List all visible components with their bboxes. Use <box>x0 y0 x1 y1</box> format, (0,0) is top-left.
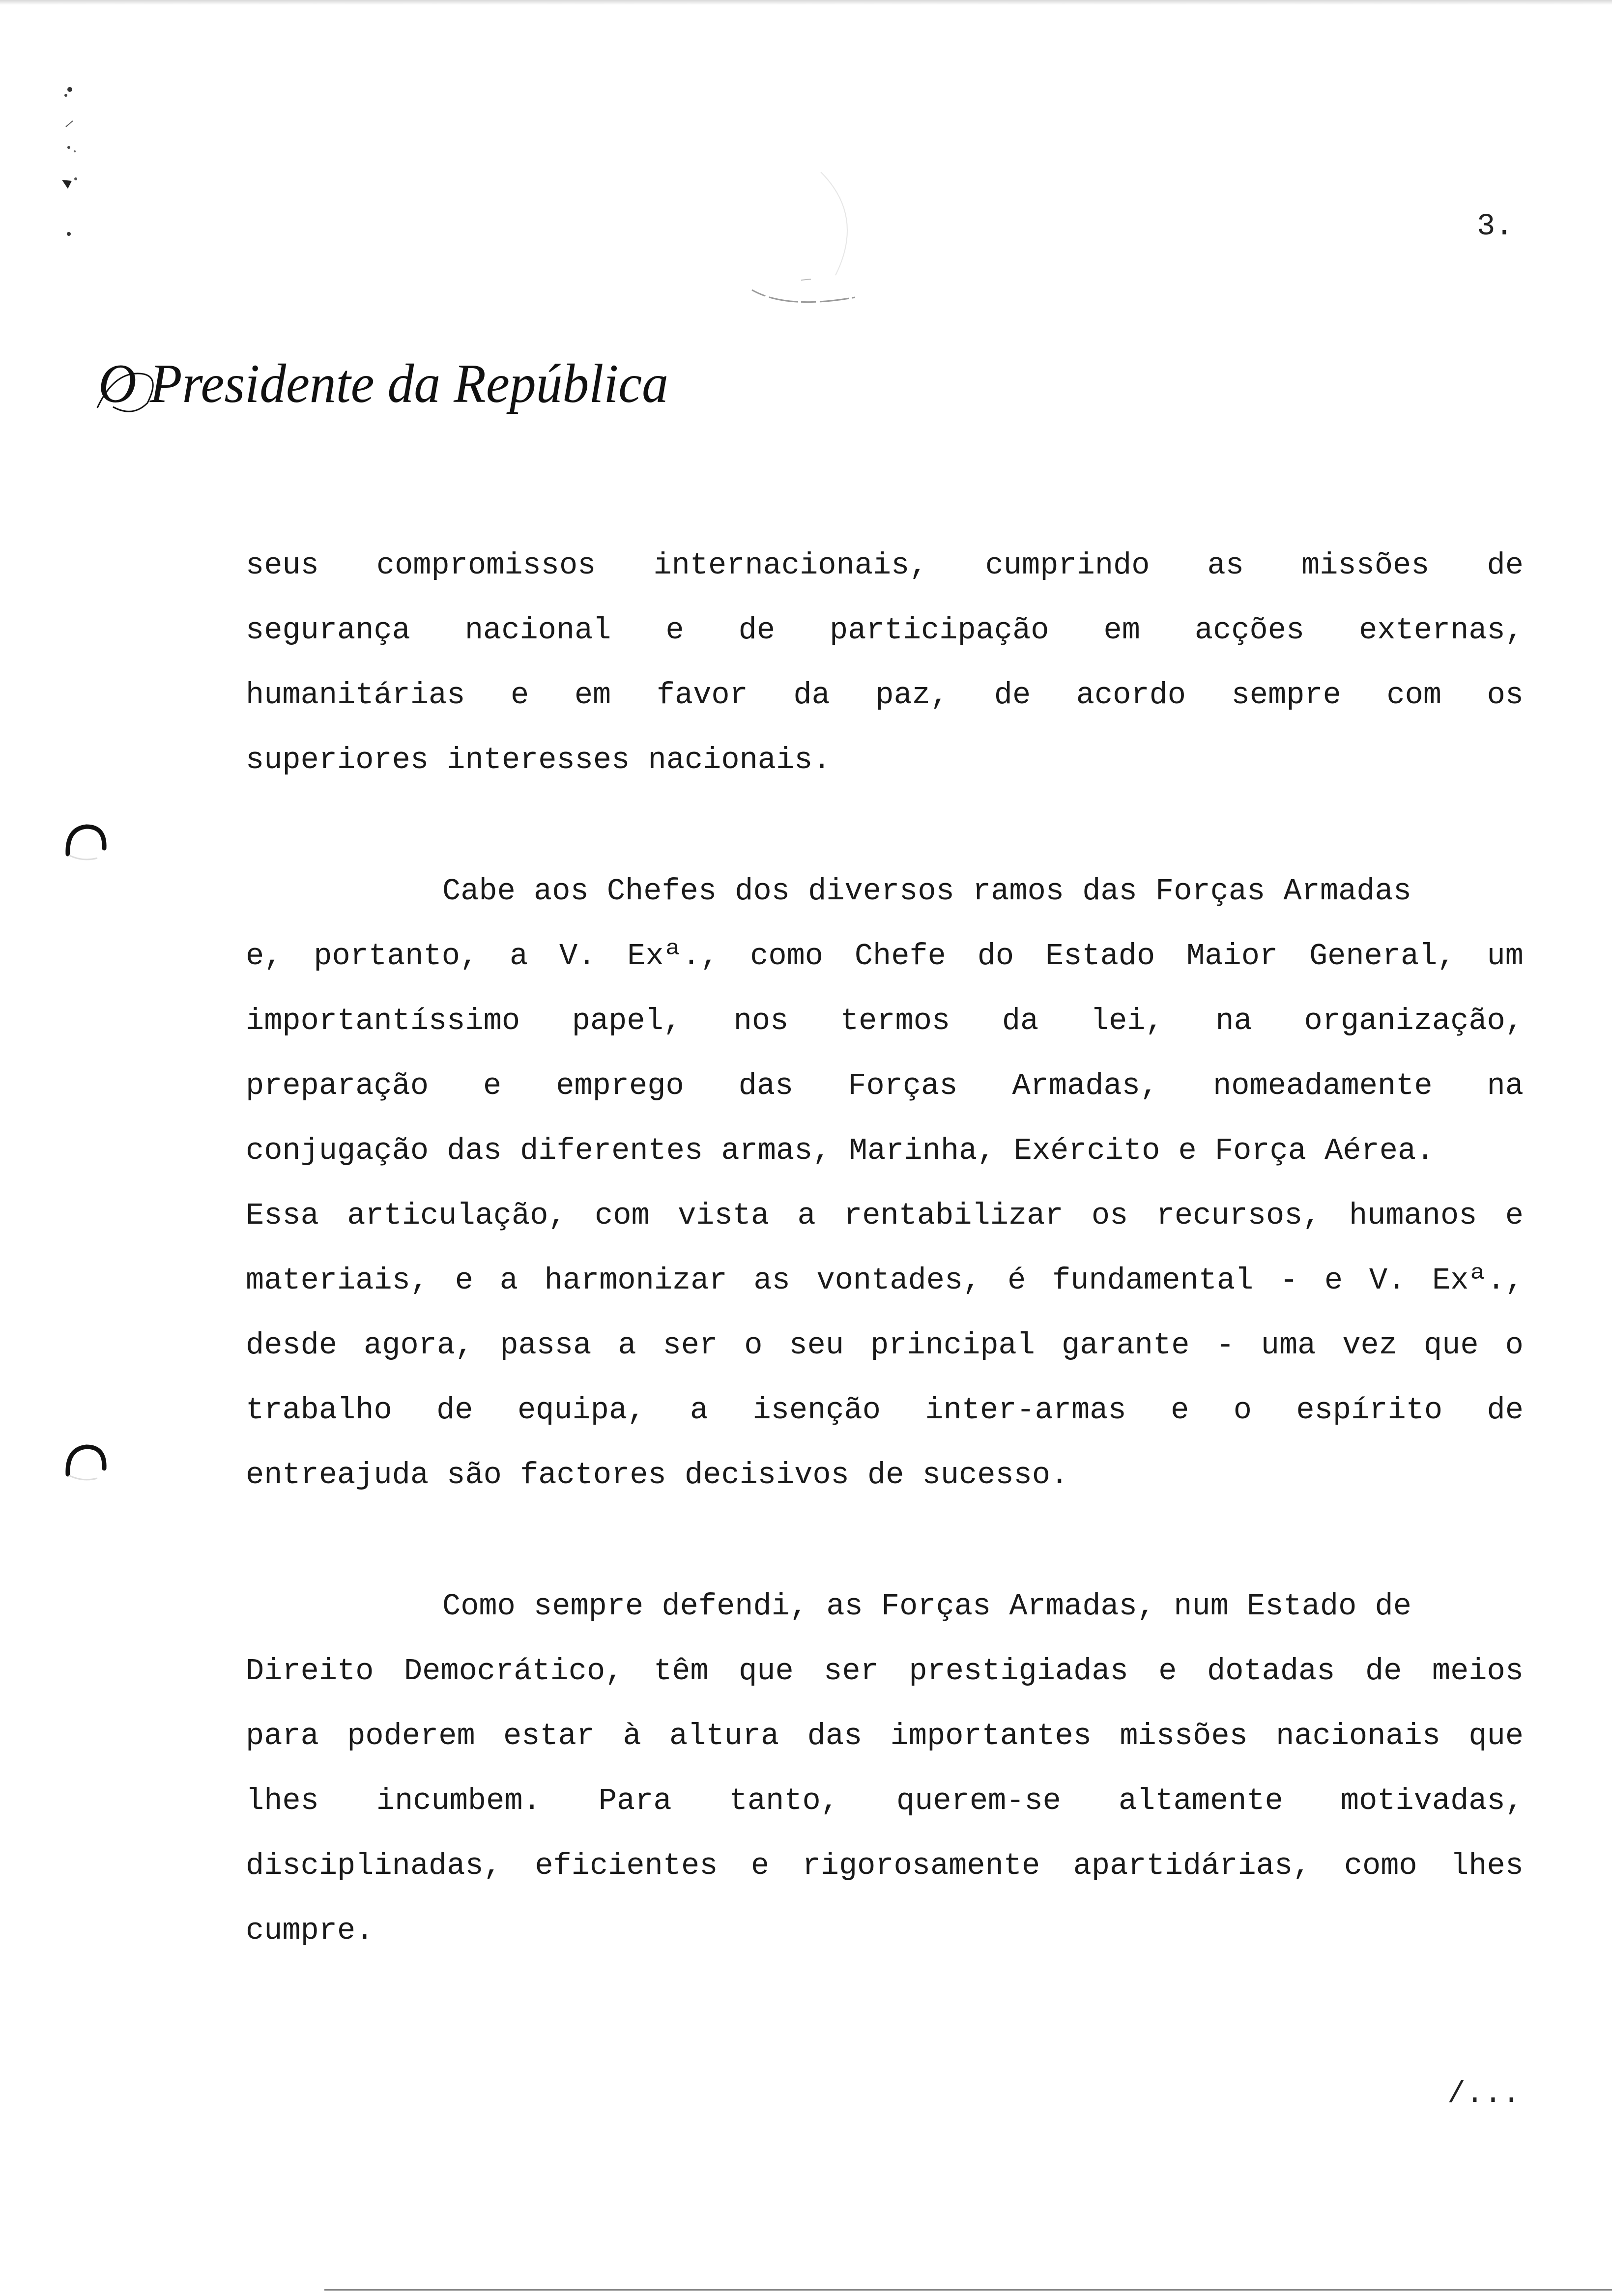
text-line <box>246 663 1524 728</box>
text-word: e <box>483 1068 502 1103</box>
text-line <box>246 728 1524 793</box>
text-word: da <box>793 678 830 713</box>
text-word: estar <box>503 1719 595 1753</box>
text-word: altamente <box>1118 1783 1283 1818</box>
text-word: conjugação das diferentes armas, Marinha, Exército e Força Aérea. <box>246 1133 1435 1168</box>
page-number: 3. <box>1477 209 1514 244</box>
text-word: emprego <box>556 1068 684 1103</box>
text-word: os <box>1487 678 1524 713</box>
text-word: poderem <box>347 1719 475 1753</box>
text-word: principal <box>870 1328 1035 1363</box>
text-line <box>246 989 1524 1054</box>
text-word: organização, <box>1304 1004 1524 1038</box>
paragraph <box>246 1574 1524 1963</box>
text-word: inter-armas <box>925 1393 1126 1428</box>
text-word: de <box>1487 548 1524 583</box>
text-word: das <box>738 1068 794 1103</box>
text-word: Democrático, <box>403 1654 624 1689</box>
text-word: de <box>1487 1393 1524 1428</box>
text-word: acções <box>1194 613 1305 648</box>
text-word: lhes <box>1450 1848 1524 1883</box>
text-line <box>246 598 1524 663</box>
text-word: apartidárias, <box>1073 1848 1311 1883</box>
text-word: uma <box>1261 1328 1316 1363</box>
text-word: preparação <box>246 1068 429 1103</box>
text-word: altura <box>669 1719 779 1753</box>
continuation-mark: /... <box>1447 2076 1521 2111</box>
scan-speckles <box>59 79 98 246</box>
text-line <box>246 1313 1524 1378</box>
text-word: meios <box>1432 1654 1524 1689</box>
text-line <box>246 1248 1524 1313</box>
text-word: incumbem. <box>376 1783 541 1818</box>
text-word: Armadas, <box>1012 1068 1159 1103</box>
letterhead <box>93 344 673 432</box>
text-word: de <box>738 613 776 648</box>
text-word: humanitárias <box>246 678 465 713</box>
text-line <box>246 859 1524 924</box>
text-word: vista <box>678 1198 770 1233</box>
text-word: nacional <box>464 613 611 648</box>
text-word: seu <box>789 1328 844 1363</box>
text-word: recursos, <box>1156 1198 1321 1233</box>
text-word: que <box>739 1654 794 1689</box>
text-word: e <box>511 678 529 713</box>
text-word: missões <box>1301 548 1430 583</box>
text-word: Forças <box>848 1068 958 1103</box>
text-word: e <box>1324 1263 1343 1298</box>
text-word: dotadas <box>1207 1654 1335 1689</box>
text-word: lhes <box>246 1783 319 1818</box>
text-line <box>246 1704 1524 1769</box>
text-word: internacionais, <box>653 548 928 583</box>
letter-body <box>246 533 1524 1963</box>
text-word: Maior <box>1186 939 1278 974</box>
text-word: das <box>807 1719 863 1753</box>
text-word: ser <box>662 1328 718 1363</box>
text-word: paz, <box>875 678 949 713</box>
text-line <box>246 1183 1524 1248</box>
text-word: seus <box>246 548 319 583</box>
scan-bottom-edge <box>324 2289 1612 2291</box>
text-word: e, <box>246 939 283 974</box>
text-word: termos <box>840 1004 950 1038</box>
text-word: nacionais <box>1276 1719 1440 1753</box>
text-word: as <box>753 1263 790 1298</box>
text-word: lei, <box>1090 1004 1164 1038</box>
text-word: rigorosamente <box>802 1848 1040 1883</box>
text-word: segurança <box>246 613 410 648</box>
text-word: General, <box>1309 939 1456 974</box>
text-word: Exª., <box>1432 1263 1524 1298</box>
text-word: e <box>1171 1393 1189 1428</box>
text-word: os <box>1091 1198 1128 1233</box>
text-word: nos <box>733 1004 789 1038</box>
text-word: com <box>595 1198 650 1233</box>
text-word: de <box>1365 1654 1402 1689</box>
text-word: da <box>1002 1004 1039 1038</box>
text-word: V. <box>1369 1263 1406 1298</box>
text-word: de <box>436 1393 473 1428</box>
text-word: importantíssimo <box>246 1004 520 1038</box>
text-word: humanos <box>1349 1198 1477 1233</box>
text-word: vontades, <box>816 1263 981 1298</box>
text-line <box>246 1054 1524 1119</box>
text-word: a <box>499 1263 518 1298</box>
text-line <box>246 1574 1524 1639</box>
text-word: garante <box>1061 1328 1190 1363</box>
text-word: espírito <box>1296 1393 1443 1428</box>
text-line <box>246 1769 1524 1834</box>
text-word: fundamental <box>1052 1263 1254 1298</box>
text-line <box>246 1898 1524 1963</box>
text-word: de <box>994 678 1031 713</box>
faint-stamp-mark <box>737 162 875 319</box>
text-word: o <box>1505 1328 1524 1363</box>
text-word: acordo <box>1076 678 1186 713</box>
text-word: o <box>1233 1393 1252 1428</box>
text-word: papel, <box>572 1004 682 1038</box>
text-word: e <box>665 613 684 648</box>
text-word: desde <box>246 1328 338 1363</box>
text-word: Como sempre defendi, as Forças Armadas, num Estado de <box>442 1589 1411 1624</box>
text-line <box>246 924 1524 989</box>
text-word: e <box>455 1263 473 1298</box>
text-word: superiores interesses nacionais. <box>246 743 831 777</box>
text-word: prestigiadas <box>909 1654 1128 1689</box>
text-word: eficientes <box>535 1848 718 1883</box>
text-word: cumprindo <box>985 548 1150 583</box>
text-word: isenção <box>752 1393 881 1428</box>
letterhead-text: O Presidente da República <box>98 353 668 414</box>
text-word: disciplinadas, <box>246 1848 502 1883</box>
text-word: motivadas, <box>1340 1783 1524 1818</box>
punch-hole-mark <box>63 820 107 864</box>
text-word: Para <box>598 1783 672 1818</box>
letterhead-script <box>93 344 673 432</box>
text-word: materiais, <box>246 1263 429 1298</box>
text-line <box>246 1119 1524 1183</box>
text-word: cumpre. <box>246 1913 374 1948</box>
text-word: Chefe <box>854 939 946 974</box>
text-word: missões <box>1120 1719 1248 1753</box>
text-word: Exª., <box>627 939 719 974</box>
text-word: equipa, <box>517 1393 646 1428</box>
text-word: a <box>690 1393 709 1428</box>
text-word: favor <box>656 678 748 713</box>
text-word: em <box>574 678 611 713</box>
text-word: à <box>623 1719 641 1753</box>
text-word: para <box>246 1719 319 1753</box>
text-word: Essa <box>246 1198 319 1233</box>
text-line <box>246 1443 1524 1508</box>
text-word: entreajuda são factores decisivos de sucesso. <box>246 1458 1069 1492</box>
text-word: o <box>744 1328 763 1363</box>
text-word: que <box>1423 1328 1479 1363</box>
text-word: compromissos <box>376 548 596 583</box>
text-word: passa <box>500 1328 592 1363</box>
paragraph <box>246 533 1524 793</box>
text-word: é <box>1008 1263 1026 1298</box>
text-word: nomeadamente <box>1213 1068 1433 1103</box>
text-word: articulação, <box>347 1198 567 1233</box>
scan-top-edge <box>0 0 1612 5</box>
paragraph <box>246 859 1524 1508</box>
text-word: - <box>1279 1263 1298 1298</box>
text-word: e <box>750 1848 770 1883</box>
text-word: trabalho <box>246 1393 392 1428</box>
text-word: ser <box>824 1654 879 1689</box>
text-word: na <box>1487 1068 1524 1103</box>
text-word: que <box>1468 1719 1524 1753</box>
text-word: vez <box>1342 1328 1397 1363</box>
text-word: as <box>1207 548 1244 583</box>
text-word: sempre <box>1231 678 1341 713</box>
punch-hole-mark <box>63 1440 107 1484</box>
text-line <box>246 1834 1524 1898</box>
text-word: em <box>1103 613 1140 648</box>
text-word: a <box>797 1198 816 1233</box>
text-word: querem-se <box>896 1783 1061 1818</box>
text-word: a <box>509 939 528 974</box>
text-word: - <box>1216 1328 1235 1363</box>
text-word: harmonizar <box>544 1263 727 1298</box>
text-word: Cabe aos Chefes dos diversos ramos das Forças Armadas <box>442 874 1411 909</box>
text-word: rentabilizar <box>844 1198 1064 1233</box>
text-word: portanto, <box>314 939 479 974</box>
text-word: do <box>977 939 1014 974</box>
text-word: agora, <box>364 1328 474 1363</box>
text-word: na <box>1215 1004 1252 1038</box>
text-line <box>246 1378 1524 1443</box>
text-word: como <box>1344 1848 1417 1883</box>
text-word: Direito <box>246 1654 374 1689</box>
text-word: com <box>1386 678 1442 713</box>
text-line <box>246 533 1524 598</box>
text-word: participação <box>830 613 1049 648</box>
text-word: Estado <box>1045 939 1155 974</box>
text-word: V. <box>559 939 596 974</box>
text-word: tanto, <box>729 1783 839 1818</box>
text-word: a <box>618 1328 636 1363</box>
text-word: e <box>1158 1654 1177 1689</box>
text-line <box>246 1639 1524 1704</box>
text-word: um <box>1487 939 1524 974</box>
text-word: e <box>1505 1198 1524 1233</box>
text-word: como <box>750 939 823 974</box>
text-word: externas, <box>1359 613 1524 648</box>
text-word: importantes <box>890 1719 1092 1753</box>
text-word: têm <box>653 1654 709 1689</box>
